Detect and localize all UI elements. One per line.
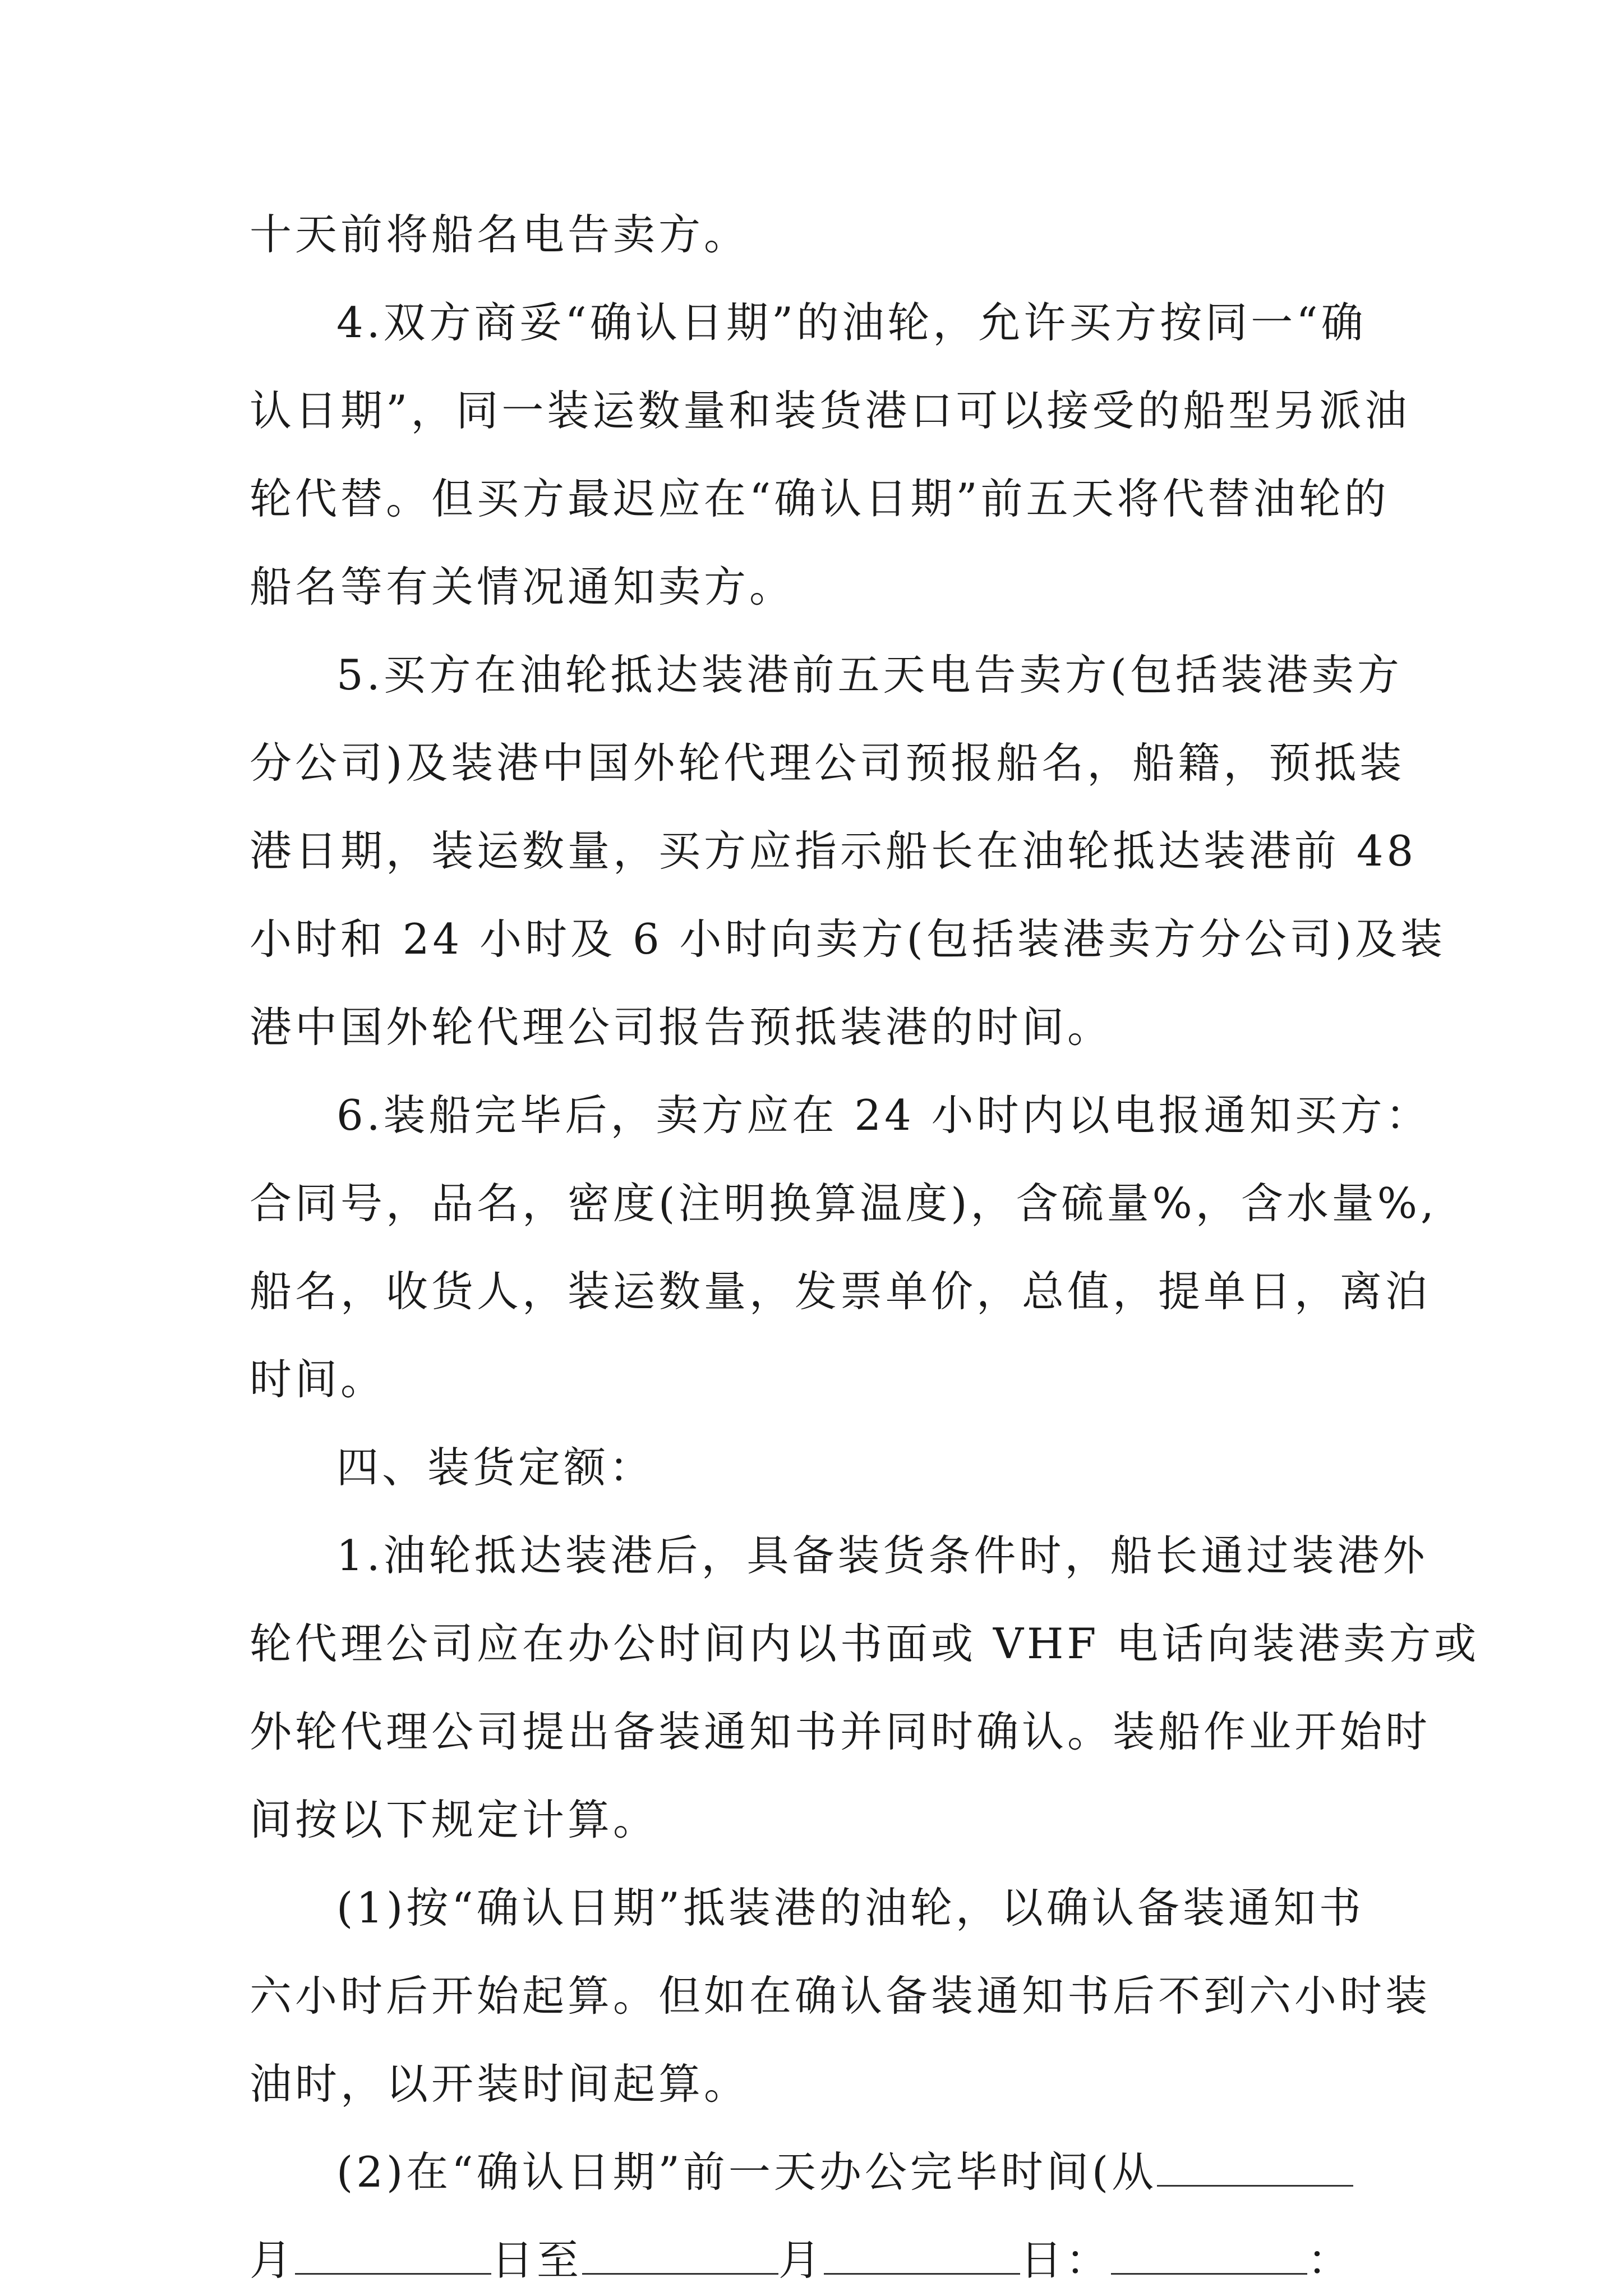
text-line: (1)按“确认日期”抵装港的油轮，以确认备装通知书 (336, 1883, 1364, 1932)
text-line: 合同号，品名，密度(注明换算温度)，含硫量%，含水量%, (250, 1179, 1437, 1228)
text-segment: 日至 (491, 2235, 583, 2285)
text-line: 油时，以开装时间起算。 (250, 2059, 750, 2109)
fill-blank (1157, 2149, 1353, 2187)
text-segment: 日： (1020, 2235, 1112, 2285)
text-line: 港中国外轮代理公司报告预抵装港的时间。 (250, 1002, 1113, 1052)
text-line: 间按以下规定计算。 (250, 1795, 659, 1844)
text-line: 1.油轮抵达装港后，具备装货条件时，船长通过装港外 (336, 1531, 1428, 1580)
text-segment: 月 (250, 2235, 296, 2285)
text-line: 小时和 24 小时及 6 小时向卖方(包括装港卖方分公司)及装 (250, 914, 1446, 964)
text-line: 轮代理公司应在办公时间内以书面或 VHF 电话向装港卖方或 (250, 1619, 1480, 1668)
text-line: 港日期，装运数量，买方应指示船长在油轮抵达装港前 48 (250, 826, 1417, 876)
text-line: 外轮代理公司提出备装通知书并同时确认。装船作业开始时 (250, 1707, 1431, 1756)
text-line: 5.买方在油轮抵达装港前五天电告卖方(包括装港卖方 (336, 650, 1403, 700)
fill-blank (295, 2237, 491, 2275)
text-line: 时间。 (250, 1355, 386, 1404)
fill-blank (1111, 2237, 1307, 2275)
text-line: 十天前将船名电告卖方。 (250, 210, 750, 259)
text-line: 分公司)及装港中国外轮代理公司预报船名，船籍，预抵装 (250, 738, 1405, 788)
text-line: 六小时后开始起算。但如在确认备装通知书后不到六小时装 (250, 1971, 1431, 2021)
text-line: 船名等有关情况通知卖方。 (250, 562, 795, 611)
date-fill-line (250, 2233, 1353, 2287)
text-line: 船名，收货人，装运数量，发票单价，总值，提单日，离泊 (250, 1267, 1431, 1316)
section-heading: 四、装货定额： (336, 1443, 655, 1492)
text-segment: ： (1307, 2235, 1353, 2285)
text-line: 6.装船完毕后，卖方应在 24 小时内以电报通知买方： (336, 1091, 1431, 1140)
text-line: 认日期”，同一装运数量和装货港口可以接受的船型另派油 (250, 386, 1410, 435)
fill-blank (582, 2237, 778, 2275)
text-segment: 月 (778, 2235, 824, 2285)
text-line (336, 2145, 1353, 2199)
text-segment: (2)在“确认日期”前一天办公完毕时间(从 (336, 2147, 1158, 2197)
text-line: 4.双方商妥“确认日期”的油轮，允许买方按同一“确 (336, 298, 1367, 347)
fill-blank (824, 2237, 1020, 2275)
text-line: 轮代替。但买方最迟应在“确认日期”前五天将代替油轮的 (250, 474, 1390, 523)
